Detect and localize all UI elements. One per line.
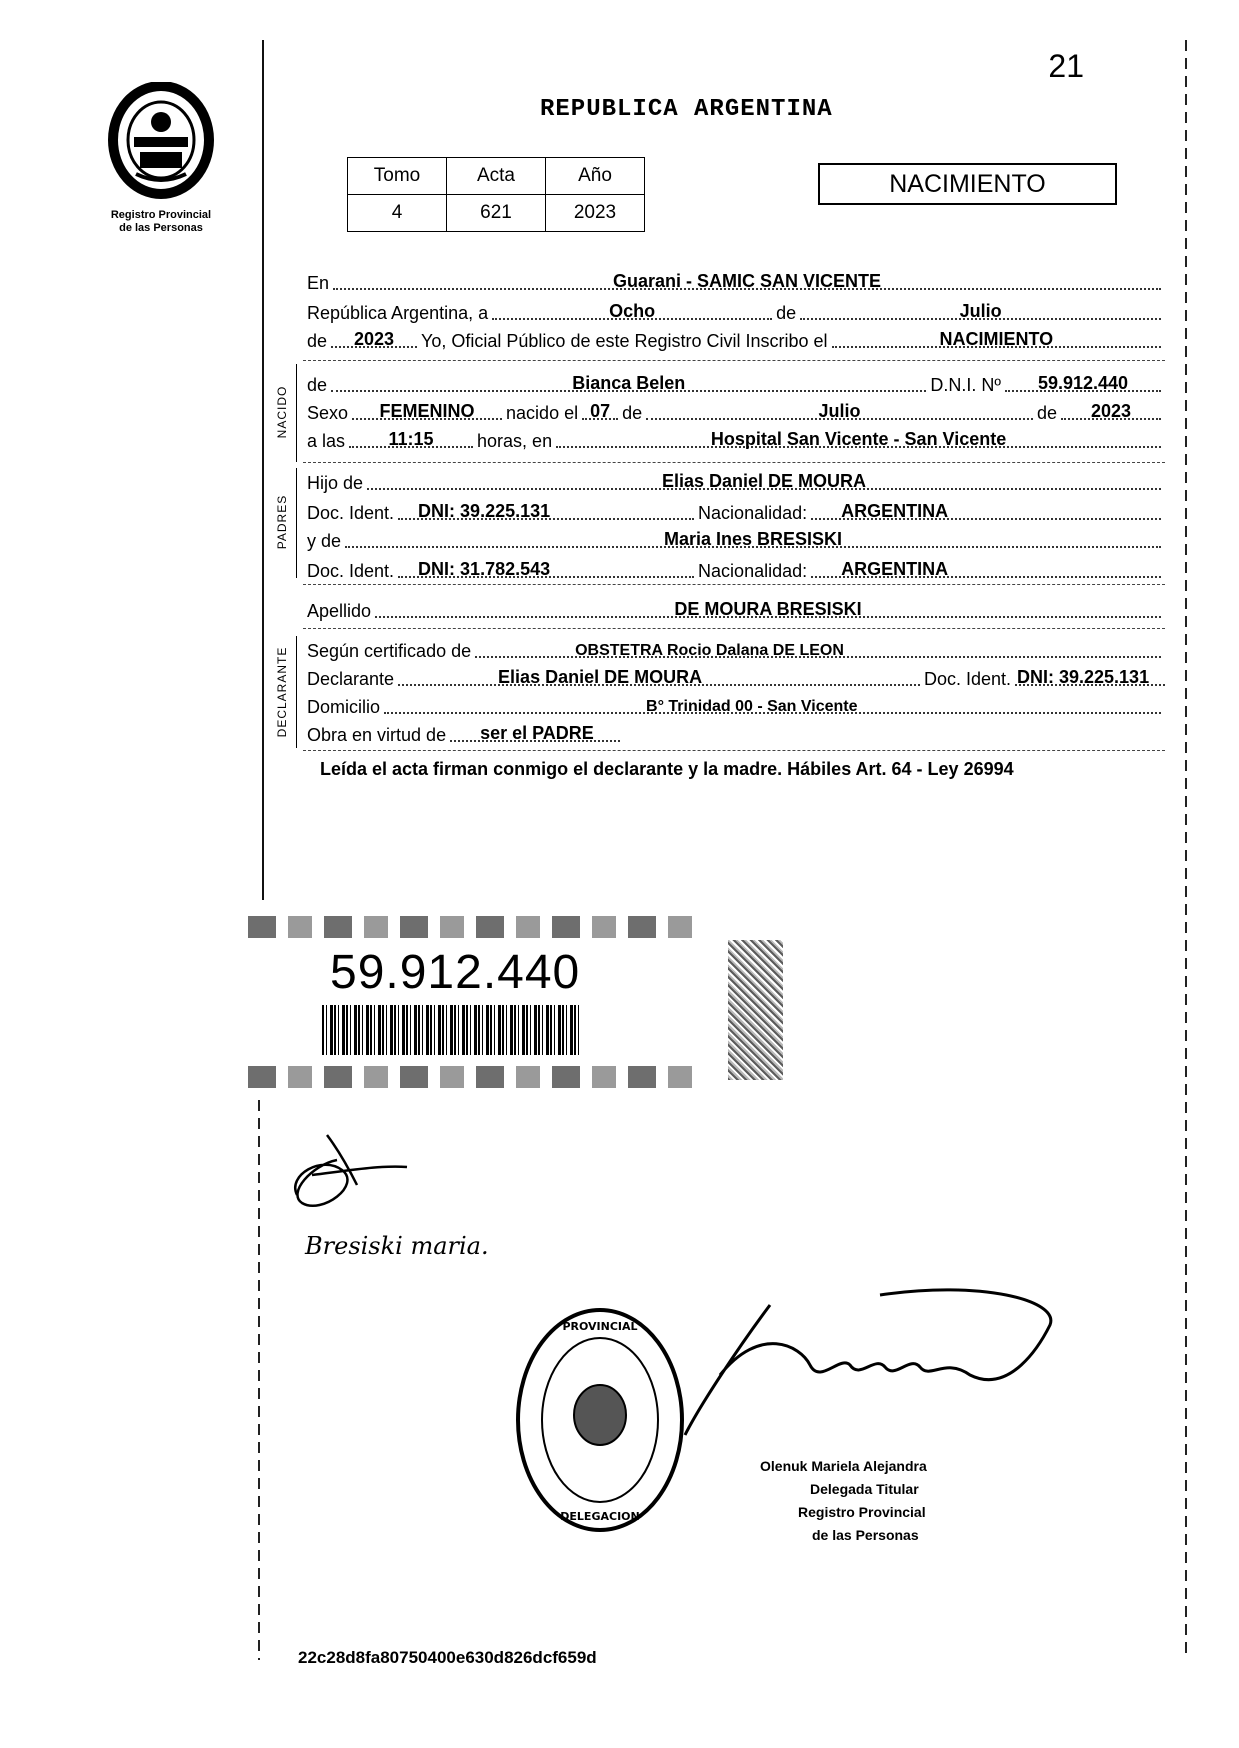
value-year: 2023 [354,329,395,349]
value-declarant-doc: DNI: 39.225.131 [1017,667,1150,687]
svg-text:PROVINCIAL: PROVINCIAL [562,1320,638,1333]
official-signature-icon [680,1285,1065,1445]
label-de-name: de [307,375,328,395]
official-stamp-icon [510,1300,690,1540]
registry-header-row [348,158,645,195]
label-yo: Yo, Oficial Público de este Registro Civil Inscribo el [421,331,828,351]
value-name: Bianca Belen [572,373,686,393]
row-mother-doc [307,558,1165,584]
section-divider [303,750,1165,751]
label-de-year: de [307,331,328,351]
section-divider [303,360,1165,361]
label-obra: Obra en virtud de [307,725,447,745]
row-surname [307,598,1165,624]
value-capacity: ser el PADRE [480,723,594,743]
record-type-box: NACIMIENTO [818,163,1117,205]
field-place [333,262,1161,290]
value-day-words: Ocho [609,301,656,321]
value-certificate: OBSTETRA Rocio Dalana DE LEON [575,642,844,659]
field-birth-place [556,420,1161,448]
official-office-line1: Registro Provincial [798,1504,926,1520]
value-address: B° Trinidad 00 - San Vicente [646,698,858,715]
page-number: 21 [1048,48,1084,84]
field-sex [352,392,502,420]
registry-value-tomo: 4 [348,195,447,232]
label-segun: Según certificado de [307,641,472,661]
closing-legend: Leída el acta firman conmigo el declarante y la madre. Hábiles Art. 64 - Ley 26994 [320,759,1014,779]
value-place: Guarani - SAMIC SAN VICENTE [613,271,882,291]
left-margin-line [262,40,264,900]
label-a-las: a las [307,431,346,451]
official-office-line2: de las Personas [812,1527,919,1543]
registry-value-ano: 2023 [546,195,645,232]
value-event: NACIMIENTO [939,329,1054,349]
value-declarant: Elias Daniel DE MOURA [498,667,703,687]
value-birth-place: Hospital San Vicente - San Vicente [710,429,1007,449]
label-doc-ident: Doc. Ident. [307,503,395,523]
registry-table [347,157,645,232]
label-y-de: y de [307,531,342,551]
row-capacity [307,722,1165,748]
field-mother [345,520,1161,548]
label-hijo-de: Hijo de [307,473,364,493]
value-mother-doc: DNI: 31.782.543 [418,559,551,579]
label-de2: de [622,403,643,423]
left-margin-dashed-line [258,1100,260,1660]
value-father: Elias Daniel DE MOURA [661,471,867,491]
field-birth-year [1061,392,1161,420]
row-address [307,694,1165,720]
label-nacido: nacido el [506,403,579,423]
value-birth-month: Julio [818,401,861,421]
value-month: Julio [959,301,1002,321]
field-month [800,292,1161,320]
value-sex: FEMENINO [379,401,475,421]
label-horas: horas, en [477,431,553,451]
official-signature-block [760,1455,1020,1547]
field-dni [1005,364,1161,392]
label-doc-ident2: Doc. Ident. [307,561,395,581]
right-margin-dashed-line [1185,40,1187,1660]
bracket-padres [296,468,297,578]
label-declarante: Declarante [307,669,395,689]
registry-logo [96,82,226,235]
row-year [307,328,1165,354]
svg-text:DELEGACION: DELEGACION [560,1510,640,1523]
registry-header-ano: Año [546,158,645,195]
official-name: Olenuk Mariela Alejandra [760,1458,927,1474]
side-label-declarante: DECLARANTE [275,646,289,738]
value-dni: 59.912.440 [1037,373,1129,393]
value-mother-nat: ARGENTINA [841,559,949,579]
registry-value-acta: 621 [447,195,546,232]
field-name [331,364,926,392]
field-day [492,292,772,320]
section-divider [303,628,1165,629]
registry-header-acta: Acta [447,158,546,195]
row-time [307,428,1165,454]
province-seal-icon [106,82,216,200]
label-nacionalidad2: Nacionalidad: [698,561,808,581]
handwritten-mother-name: Bresiski maria. [305,1232,489,1260]
field-father-doc [398,492,694,520]
field-birth-day [582,392,618,420]
field-father-nat [811,492,1161,520]
bracket-declarante [296,636,297,748]
field-capacity [450,714,620,742]
field-declarant [398,658,920,686]
registry-value-row [348,195,645,232]
logo-caption-line1: Registro Provincial [110,209,212,221]
label-domicilio: Domicilio [307,697,381,717]
section-divider [303,584,1165,585]
declarant-signature-icon [282,1125,412,1220]
hologram-icon [728,940,783,1080]
label-de: de [776,303,797,323]
ticket-top-stripe [248,916,693,938]
field-mother-nat [811,550,1161,578]
value-father-nat: ARGENTINA [841,501,949,521]
field-surname [375,590,1161,618]
document-hash: 22c28d8fa80750400e630d826dcf659d [298,1648,597,1667]
ticket-number: 59.912.440 [330,946,581,999]
field-year [331,320,417,348]
logo-caption-line2: de las Personas [119,222,203,234]
label-apellido: Apellido [307,601,372,621]
label-sexo: Sexo [307,403,349,423]
field-event [832,320,1161,348]
field-father [367,462,1161,490]
field-mother-doc [398,550,694,578]
ticket-bottom-stripe [248,1066,693,1088]
side-label-padres: PADRES [275,494,289,550]
side-label-nacido: NACIDO [275,385,289,439]
field-address [384,686,1161,714]
field-certificate [475,630,1161,658]
label-dni: D.N.I. Nº [930,375,1001,395]
document-title: REPUBLICA ARGENTINA [540,96,833,123]
value-father-doc: DNI: 39.225.131 [418,501,551,521]
field-time [349,420,473,448]
label-republica: República Argentina, a [307,303,489,323]
label-doc-ident3: Doc. Ident. [923,669,1011,689]
field-declarant-doc [1015,658,1165,686]
registry-header-tomo: Tomo [348,158,447,195]
value-surname: DE MOURA BRESISKI [674,599,862,619]
official-title: Delegada Titular [810,1481,919,1497]
label-nacionalidad: Nacionalidad: [698,503,808,523]
field-birth-month [646,392,1033,420]
label-en: En [307,273,330,293]
value-time: 11:15 [388,429,434,449]
value-mother: Maria Ines BRESISKI [663,529,843,549]
bracket-nacido [296,364,297,462]
barcode-icon [322,1005,580,1055]
value-birth-year: 2023 [1090,401,1132,421]
value-birth-day: 07 [590,401,611,421]
label-de3: de [1036,403,1057,423]
